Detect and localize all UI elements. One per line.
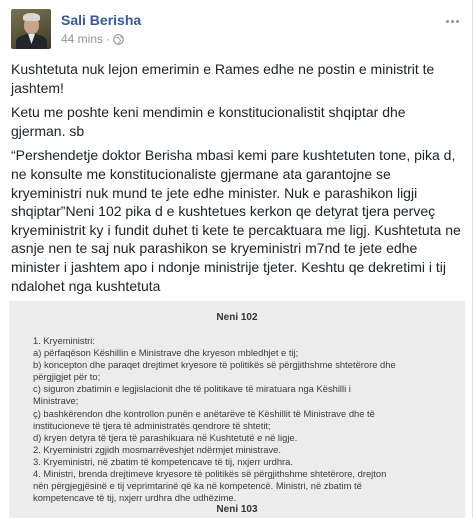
avatar[interactable] [11, 9, 51, 49]
post-paragraph: Kushtetuta nuk lejon emerimin e Rames edhe ne postin e ministrit te jashtem! [11, 61, 435, 96]
article-line: 3. Kryeministri, në zbatim të kompetencave të tij, nxjerr urdhra. [33, 455, 294, 467]
article-line: Ministrave; [33, 395, 79, 407]
article-line: ç) bashkërendon dhe kontrollon punën e anëtarëve të Këshillit të Ministrave dhe të [33, 407, 375, 419]
article-line: institucioneve të tjera të administratës qendrore të shtetit; [33, 419, 271, 431]
article-line: b) koncepton dhe paraqet drejtimet kryesore të politikës së përgjithshme shtetërore dhe [33, 359, 396, 371]
article-heading: Neni 102 [216, 312, 258, 323]
article-heading-next: Neni 103 [216, 504, 258, 515]
timestamp[interactable]: 44 mins [61, 32, 104, 46]
post-header [11, 9, 462, 51]
document-image[interactable] [9, 301, 465, 518]
post-paragraph: “Pershendetje doktor Berisha mbasi kemi pare kushtetuten tone, pika d, ne konsulte me konstitucionaliste gjermane ata garantojne se kryeministri nuk mund te jete edhe minister. Nuk e parashikon ligji shqiptar”Neni 102 pika d e kushtetues kerkon qe detyrat tjera perveç kryeministrit ky i fundit duhet ti kete te percaktuara me ligj. Kushtetuta ne asnje nen te saj nuk parashikon se kryeministri m7nd te jete edhe minister i jashtem apo i ndonje ministrije tjeter. Keshtu qe dekretimi i tij ndalohet nga kushtetuta [11, 147, 461, 294]
article-line: c) siguron zbatimin e legjislacionit dhe të politikave të miratuara nga Këshilli i [33, 383, 351, 395]
globe-icon[interactable] [113, 34, 124, 45]
author-name[interactable]: Sali Berisha [61, 12, 142, 28]
article-line: përgjigjet për to; [33, 371, 101, 383]
article-line: 2. Kryeministri zgjidh mosmarrëveshjet ndërmjet ministrave. [33, 443, 281, 455]
article-body [33, 335, 445, 504]
article-line: kompetencave të tij, nxjerr urdhra dhe udhëzime. [33, 492, 237, 504]
meta-separator: · [106, 32, 111, 46]
post-paragraph: Ketu me poshte keni mendimin e konstitucionalistit shqiptar dhe gjerman. sb [11, 104, 406, 139]
article-line: 1. Kryeministri: [33, 335, 95, 346]
article-line: 4. Ministri, brenda drejtimeve kryesore të politikës së përgjithshme shtetërore, drejton [33, 468, 387, 480]
article-line: nën përgjegjësinë e tij veprimtarinë që ka në kompetencë. Ministri, në zbatim të [33, 480, 362, 492]
post-text [11, 60, 463, 301]
article-line: a) përfaqëson Këshillin e Ministrave dhe kryeson mbledhjet e tij; [33, 347, 299, 359]
post-meta [61, 32, 124, 46]
more-options-icon[interactable] [442, 13, 462, 29]
article-line: d) kryen detyra të tjera të parashikuara në Kushtetutë e në ligje. [33, 431, 298, 443]
